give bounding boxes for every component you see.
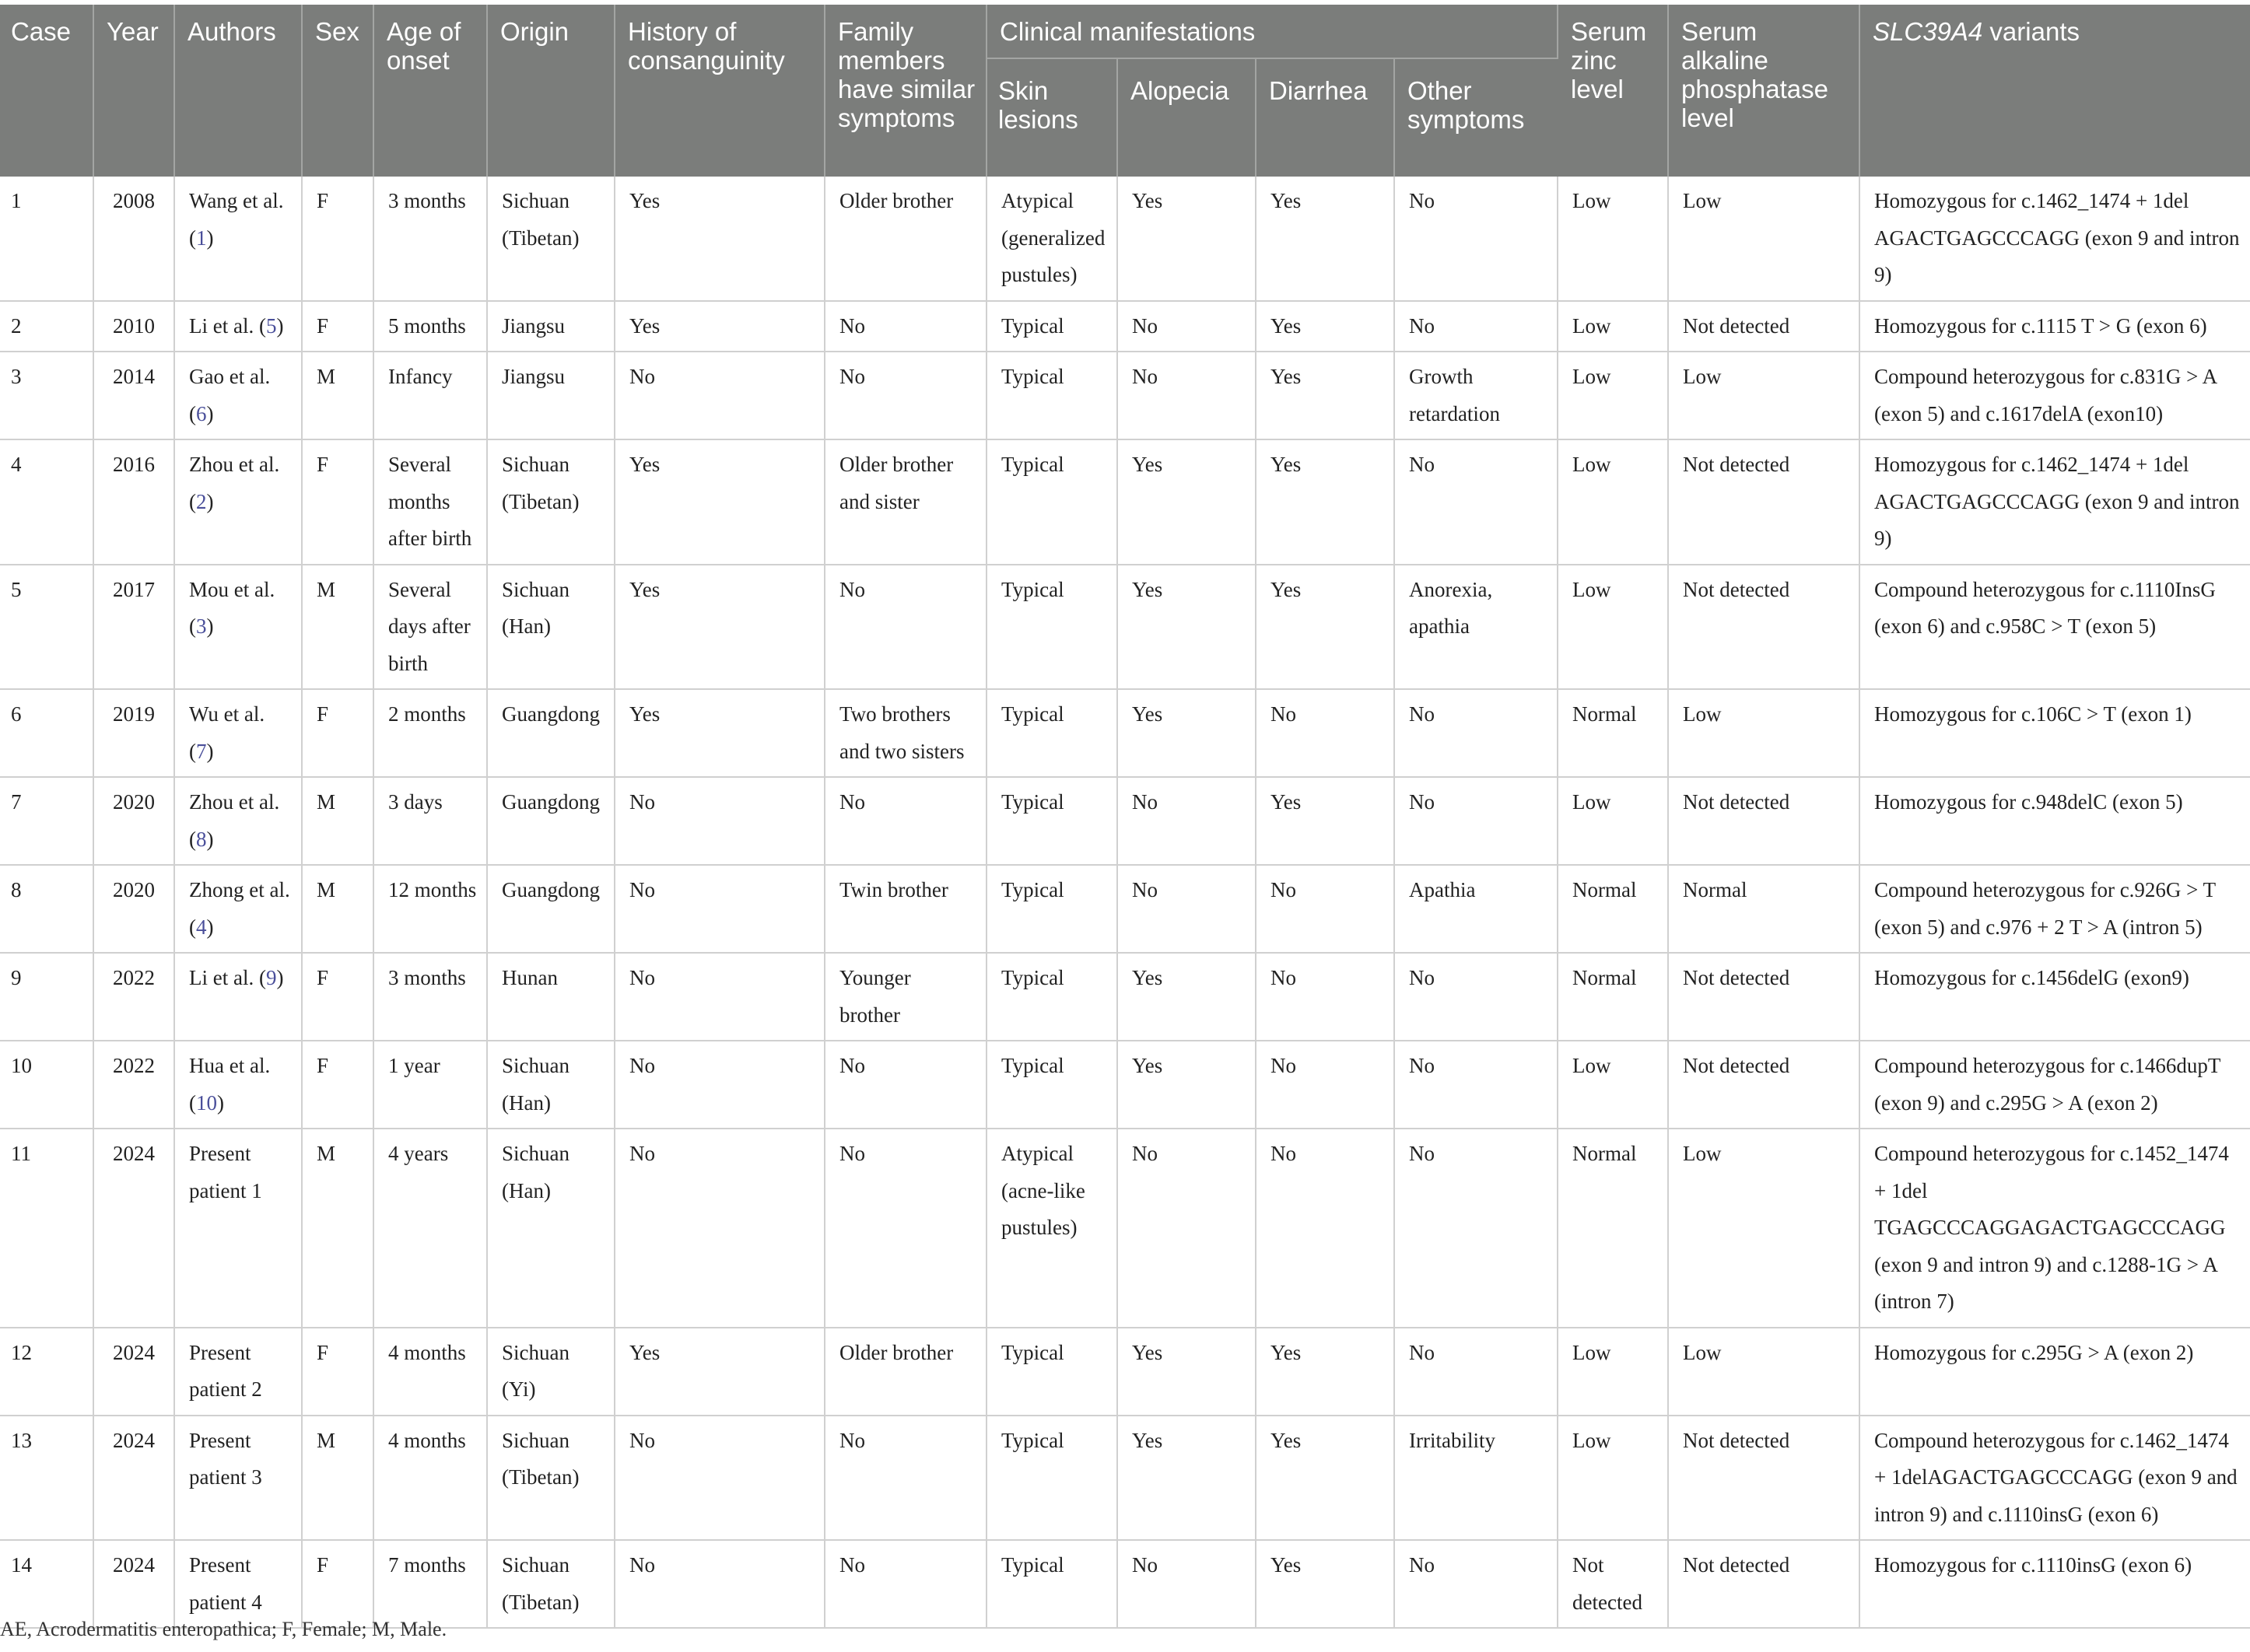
cell-case: 5: [0, 565, 93, 690]
header-serum-zinc: Serum zinc level: [1558, 5, 1668, 177]
cell-origin: Sichuan (Tibetan): [487, 439, 615, 565]
table-row: [0, 865, 2250, 953]
cell-family: Older brother: [825, 177, 987, 301]
table-row: [0, 1540, 2250, 1628]
header-alopecia: Alopecia: [1117, 58, 1256, 177]
cell-age: 4 months: [373, 1328, 487, 1416]
cell-origin: Sichuan (Tibetan): [487, 177, 615, 301]
cell-consanguinity: No: [615, 1540, 825, 1628]
cell-variant: Compound heterozygous for c.1452_1474 + 1del TGAGCCCAGGAGACTGAGCCCAGG (exon 9 and intron 9) and c.1288-1G > A (intron 7): [1859, 1129, 2250, 1328]
cell-origin: Sichuan (Tibetan): [487, 1416, 615, 1541]
cell-variant: Compound heterozygous for c.831G > A (exon 5) and c.1617delA (exon10): [1859, 352, 2250, 439]
cell-diarrhea: No: [1256, 953, 1394, 1041]
author-name: Present patient 2: [189, 1340, 262, 1401]
footnote: AE, Acrodermatitis enteropathica; F, Female; M, Male.: [0, 1618, 447, 1640]
cell-author: Zhou et al. (2): [174, 439, 302, 565]
cell-year: 2024: [93, 1540, 174, 1628]
cell-skin: Typical: [987, 1540, 1117, 1628]
table-row: [0, 565, 2250, 690]
cell-alp: Not detected: [1668, 565, 1859, 690]
table-row: [0, 777, 2250, 865]
cell-other: Growth retardation: [1394, 352, 1558, 439]
cell-consanguinity: Yes: [615, 689, 825, 777]
cell-alopecia: Yes: [1117, 1416, 1256, 1541]
author-name: Li et al.: [189, 313, 254, 338]
cell-family: No: [825, 352, 987, 439]
cell-diarrhea: Yes: [1256, 1328, 1394, 1416]
cell-other: No: [1394, 1328, 1558, 1416]
header-clinical-manifestations: Clinical manifestations: [987, 5, 1558, 58]
cell-age: 7 months: [373, 1540, 487, 1628]
reference-link[interactable]: 3: [196, 614, 207, 638]
cell-age: Infancy: [373, 352, 487, 439]
cell-variant: Compound heterozygous for c.926G > T (exon 5) and c.976 + 2 T > A (intron 5): [1859, 865, 2250, 953]
cell-other: Irritability: [1394, 1416, 1558, 1541]
cell-case: 9: [0, 953, 93, 1041]
cell-case: 4: [0, 439, 93, 565]
cell-origin: Sichuan (Han): [487, 565, 615, 690]
header-other-symptoms: Other symptoms: [1394, 58, 1558, 177]
cell-variant: Compound heterozygous for c.1462_1474 + 1delAGACTGAGCCCAGG (exon 9 and intron 9) and c.1110insG (exon 6): [1859, 1416, 2250, 1541]
cell-variant: Homozygous for c.1456delG (exon9): [1859, 953, 2250, 1041]
cell-origin: Sichuan (Yi): [487, 1328, 615, 1416]
cell-diarrhea: No: [1256, 865, 1394, 953]
header-origin: Origin: [487, 5, 615, 177]
variants-suffix: variants: [1982, 17, 2080, 46]
header-consanguinity: History of consanguinity: [615, 5, 825, 177]
cell-zinc: Not detected: [1558, 1540, 1668, 1628]
cell-zinc: Low: [1558, 565, 1668, 690]
cell-zinc: Low: [1558, 1416, 1668, 1541]
cell-other: Anorexia, apathia: [1394, 565, 1558, 690]
cell-author: Zhou et al. (8): [174, 777, 302, 865]
table-row: [0, 352, 2250, 439]
cell-case: 6: [0, 689, 93, 777]
cell-case: 13: [0, 1416, 93, 1541]
cell-alp: Not detected: [1668, 1416, 1859, 1541]
header-skin-lesions: Skin lesions: [987, 58, 1117, 177]
cell-skin: Atypical (acne-like pustules): [987, 1129, 1117, 1328]
cell-zinc: Normal: [1558, 865, 1668, 953]
cell-author: Wang et al. (1): [174, 177, 302, 301]
cell-consanguinity: No: [615, 1129, 825, 1328]
cell-skin: Atypical (generalized pustules): [987, 177, 1117, 301]
table-container: [0, 5, 2250, 1629]
cell-age: Several days after birth: [373, 565, 487, 690]
cell-variant: Homozygous for c.1462_1474 + 1del AGACTGAGCCCAGG (exon 9 and intron 9): [1859, 177, 2250, 301]
cell-alp: Low: [1668, 689, 1859, 777]
cell-sex: M: [302, 1416, 373, 1541]
cell-zinc: Low: [1558, 1328, 1668, 1416]
cell-alopecia: No: [1117, 301, 1256, 352]
cell-origin: Hunan: [487, 953, 615, 1041]
cell-age: 3 months: [373, 953, 487, 1041]
author-name: Wu et al.: [189, 702, 265, 726]
header-sex: Sex: [302, 5, 373, 177]
cell-diarrhea: Yes: [1256, 439, 1394, 565]
cell-zinc: Normal: [1558, 1129, 1668, 1328]
reference-link[interactable]: 1: [196, 226, 207, 250]
cell-alp: Low: [1668, 1129, 1859, 1328]
cell-age: 3 months: [373, 177, 487, 301]
cell-other: No: [1394, 177, 1558, 301]
cell-alp: Low: [1668, 177, 1859, 301]
cell-sex: F: [302, 1540, 373, 1628]
cell-year: 2024: [93, 1129, 174, 1328]
cell-skin: Typical: [987, 301, 1117, 352]
cell-zinc: Low: [1558, 352, 1668, 439]
cell-consanguinity: Yes: [615, 177, 825, 301]
cell-origin: Guangdong: [487, 865, 615, 953]
cell-diarrhea: Yes: [1256, 565, 1394, 690]
cell-alp: Not detected: [1668, 777, 1859, 865]
table-row: [0, 1041, 2250, 1129]
cell-family: Two brothers and two sisters: [825, 689, 987, 777]
cell-skin: Typical: [987, 777, 1117, 865]
cell-other: No: [1394, 1540, 1558, 1628]
cell-sex: M: [302, 565, 373, 690]
reference-link[interactable]: 7: [196, 739, 207, 763]
cell-family: No: [825, 777, 987, 865]
cell-consanguinity: Yes: [615, 301, 825, 352]
header-family-members: Family members have similar symptoms: [825, 5, 987, 177]
cell-case: 12: [0, 1328, 93, 1416]
cell-sex: F: [302, 1328, 373, 1416]
cell-diarrhea: Yes: [1256, 1416, 1394, 1541]
cell-sex: F: [302, 1041, 373, 1129]
cell-age: 2 months: [373, 689, 487, 777]
table-row: [0, 301, 2250, 352]
cell-family: Older brother and sister: [825, 439, 987, 565]
cell-case: 8: [0, 865, 93, 953]
header-age-of-onset: Age of onset: [373, 5, 487, 177]
reference-link[interactable]: 2: [196, 489, 207, 513]
cell-alp: Not detected: [1668, 953, 1859, 1041]
cell-zinc: Low: [1558, 177, 1668, 301]
cell-variant: Homozygous for c.295G > A (exon 2): [1859, 1328, 2250, 1416]
header-authors: Authors: [174, 5, 302, 177]
cell-other: No: [1394, 953, 1558, 1041]
cell-alopecia: Yes: [1117, 1328, 1256, 1416]
header-variants: [1859, 5, 2250, 177]
table-row: [0, 689, 2250, 777]
cell-variant: Homozygous for c.948delC (exon 5): [1859, 777, 2250, 865]
cell-diarrhea: No: [1256, 1129, 1394, 1328]
cell-author: Li et al. (9): [174, 953, 302, 1041]
cell-other: No: [1394, 689, 1558, 777]
author-name: Present patient 4: [189, 1553, 262, 1614]
table-row: [0, 439, 2250, 565]
cell-diarrhea: No: [1256, 1041, 1394, 1129]
cell-sex: F: [302, 439, 373, 565]
cell-sex: F: [302, 177, 373, 301]
cell-other: No: [1394, 777, 1558, 865]
reference-link[interactable]: 10: [196, 1090, 217, 1115]
cell-skin: Typical: [987, 1416, 1117, 1541]
author-name: Zhou et al.: [189, 453, 280, 476]
cell-consanguinity: No: [615, 1041, 825, 1129]
gene-name: SLC39A4: [1873, 17, 1983, 46]
author-name: Zhong et al.: [189, 878, 290, 901]
cell-sex: M: [302, 1129, 373, 1328]
cell-alp: Low: [1668, 352, 1859, 439]
cell-alp: Not detected: [1668, 439, 1859, 565]
cell-variant: Homozygous for c.106C > T (exon 1): [1859, 689, 2250, 777]
cell-age: 5 months: [373, 301, 487, 352]
cell-alopecia: Yes: [1117, 177, 1256, 301]
cell-age: Several months after birth: [373, 439, 487, 565]
cell-year: 2017: [93, 565, 174, 690]
table-row: [0, 1129, 2250, 1328]
cell-case: 10: [0, 1041, 93, 1129]
cell-origin: Sichuan (Tibetan): [487, 1540, 615, 1628]
cell-origin: Guangdong: [487, 689, 615, 777]
cell-age: 4 months: [373, 1416, 487, 1541]
cell-zinc: Low: [1558, 777, 1668, 865]
cell-skin: Typical: [987, 1041, 1117, 1129]
cell-consanguinity: No: [615, 352, 825, 439]
cell-family: No: [825, 1416, 987, 1541]
cell-other: No: [1394, 301, 1558, 352]
cell-skin: Typical: [987, 953, 1117, 1041]
cell-author: Hua et al. (10): [174, 1041, 302, 1129]
author-name: Hua et al.: [189, 1054, 271, 1077]
cell-author: [174, 1540, 302, 1628]
cell-family: No: [825, 1540, 987, 1628]
cell-origin: Sichuan (Han): [487, 1041, 615, 1129]
cell-year: 2022: [93, 1041, 174, 1129]
cell-diarrhea: Yes: [1256, 1540, 1394, 1628]
cell-alopecia: No: [1117, 1540, 1256, 1628]
cell-origin: Sichuan (Han): [487, 1129, 615, 1328]
cell-consanguinity: Yes: [615, 1328, 825, 1416]
cell-year: 2008: [93, 177, 174, 301]
reference-link[interactable]: 8: [196, 827, 207, 851]
cell-consanguinity: No: [615, 865, 825, 953]
author-name: Present patient 1: [189, 1142, 262, 1202]
cell-family: No: [825, 565, 987, 690]
table-row: [0, 953, 2250, 1041]
cell-author: Li et al. (5): [174, 301, 302, 352]
cell-diarrhea: Yes: [1256, 301, 1394, 352]
header-diarrhea: Diarrhea: [1256, 58, 1394, 177]
cell-other: Apathia: [1394, 865, 1558, 953]
case-table: [0, 5, 2250, 1629]
cell-diarrhea: Yes: [1256, 777, 1394, 865]
cell-alp: Not detected: [1668, 301, 1859, 352]
cell-year: 2022: [93, 953, 174, 1041]
cell-alopecia: No: [1117, 1129, 1256, 1328]
author-name: Gao et al.: [189, 365, 271, 388]
cell-variant: Compound heterozygous for c.1110InsG (exon 6) and c.958C > T (exon 5): [1859, 565, 2250, 690]
cell-family: No: [825, 1129, 987, 1328]
author-name: Present patient 3: [189, 1428, 262, 1489]
cell-family: No: [825, 301, 987, 352]
cell-year: 2024: [93, 1416, 174, 1541]
cell-author: Wu et al. (7): [174, 689, 302, 777]
reference-link[interactable]: 4: [196, 915, 207, 939]
cell-alopecia: Yes: [1117, 1041, 1256, 1129]
cell-age: 4 years: [373, 1129, 487, 1328]
cell-case: 3: [0, 352, 93, 439]
cell-diarrhea: Yes: [1256, 352, 1394, 439]
cell-skin: Typical: [987, 865, 1117, 953]
cell-alopecia: Yes: [1117, 689, 1256, 777]
cell-age: 3 days: [373, 777, 487, 865]
cell-year: 2010: [93, 301, 174, 352]
cell-variant: Homozygous for c.1115 T > G (exon 6): [1859, 301, 2250, 352]
cell-alopecia: No: [1117, 777, 1256, 865]
cell-other: No: [1394, 1129, 1558, 1328]
cell-year: 2014: [93, 352, 174, 439]
cell-sex: M: [302, 352, 373, 439]
cell-zinc: Normal: [1558, 689, 1668, 777]
cell-sex: F: [302, 953, 373, 1041]
cell-consanguinity: No: [615, 953, 825, 1041]
cell-case: 11: [0, 1129, 93, 1328]
cell-consanguinity: Yes: [615, 565, 825, 690]
cell-zinc: Low: [1558, 301, 1668, 352]
cell-origin: Jiangsu: [487, 352, 615, 439]
cell-alp: Not detected: [1668, 1540, 1859, 1628]
reference-link[interactable]: 9: [265, 966, 277, 989]
cell-skin: Typical: [987, 1328, 1117, 1416]
cell-family: Younger brother: [825, 953, 987, 1041]
author-name: Li et al.: [189, 966, 254, 989]
cell-alopecia: No: [1117, 352, 1256, 439]
cell-alopecia: Yes: [1117, 565, 1256, 690]
cell-skin: Typical: [987, 439, 1117, 565]
reference-link[interactable]: 6: [196, 401, 207, 425]
header-case: Case: [0, 5, 93, 177]
cell-author: [174, 1416, 302, 1541]
cell-author: [174, 1129, 302, 1328]
author-name: Wang et al.: [189, 189, 284, 212]
author-name: Zhou et al.: [189, 790, 280, 814]
cell-case: 2: [0, 301, 93, 352]
cell-case: 7: [0, 777, 93, 865]
cell-sex: M: [302, 865, 373, 953]
cell-alopecia: No: [1117, 865, 1256, 953]
cell-consanguinity: No: [615, 777, 825, 865]
cell-alp: Low: [1668, 1328, 1859, 1416]
cell-zinc: Low: [1558, 439, 1668, 565]
cell-alp: Not detected: [1668, 1041, 1859, 1129]
cell-consanguinity: No: [615, 1416, 825, 1541]
cell-skin: Typical: [987, 352, 1117, 439]
reference-link[interactable]: 5: [265, 313, 277, 338]
cell-year: 2020: [93, 777, 174, 865]
cell-year: 2020: [93, 865, 174, 953]
cell-other: No: [1394, 1041, 1558, 1129]
cell-skin: Typical: [987, 689, 1117, 777]
cell-year: 2019: [93, 689, 174, 777]
header-year: Year: [93, 5, 174, 177]
cell-diarrhea: No: [1256, 689, 1394, 777]
cell-zinc: Low: [1558, 1041, 1668, 1129]
cell-family: Older brother: [825, 1328, 987, 1416]
cell-family: No: [825, 1041, 987, 1129]
author-name: Mou et al.: [189, 577, 275, 601]
cell-alp: Normal: [1668, 865, 1859, 953]
cell-year: 2024: [93, 1328, 174, 1416]
cell-year: 2016: [93, 439, 174, 565]
cell-sex: F: [302, 689, 373, 777]
cell-author: Zhong et al. (4): [174, 865, 302, 953]
cell-consanguinity: Yes: [615, 439, 825, 565]
cell-age: 12 months: [373, 865, 487, 953]
cell-origin: Jiangsu: [487, 301, 615, 352]
cell-sex: M: [302, 777, 373, 865]
cell-zinc: Normal: [1558, 953, 1668, 1041]
cell-sex: F: [302, 301, 373, 352]
cell-family: Twin brother: [825, 865, 987, 953]
cell-author: Mou et al. (3): [174, 565, 302, 690]
table-row: [0, 1416, 2250, 1541]
cell-variant: Compound heterozygous for c.1466dupT (exon 9) and c.295G > A (exon 2): [1859, 1041, 2250, 1129]
cell-diarrhea: Yes: [1256, 177, 1394, 301]
cell-other: No: [1394, 439, 1558, 565]
cell-alopecia: Yes: [1117, 439, 1256, 565]
cell-author: Gao et al. (6): [174, 352, 302, 439]
cell-author: [174, 1328, 302, 1416]
table-body: [0, 177, 2250, 1628]
table-row: [0, 177, 2250, 301]
cell-case: 1: [0, 177, 93, 301]
cell-skin: Typical: [987, 565, 1117, 690]
cell-variant: Homozygous for c.1462_1474 + 1del AGACTGAGCCCAGG (exon 9 and intron 9): [1859, 439, 2250, 565]
cell-case: 14: [0, 1540, 93, 1628]
header-alkaline-phosphatase: Serum alkaline phosphatase level: [1668, 5, 1859, 177]
cell-alopecia: Yes: [1117, 953, 1256, 1041]
table-row: [0, 1328, 2250, 1416]
cell-origin: Guangdong: [487, 777, 615, 865]
cell-variant: Homozygous for c.1110insG (exon 6): [1859, 1540, 2250, 1628]
cell-age: 1 year: [373, 1041, 487, 1129]
